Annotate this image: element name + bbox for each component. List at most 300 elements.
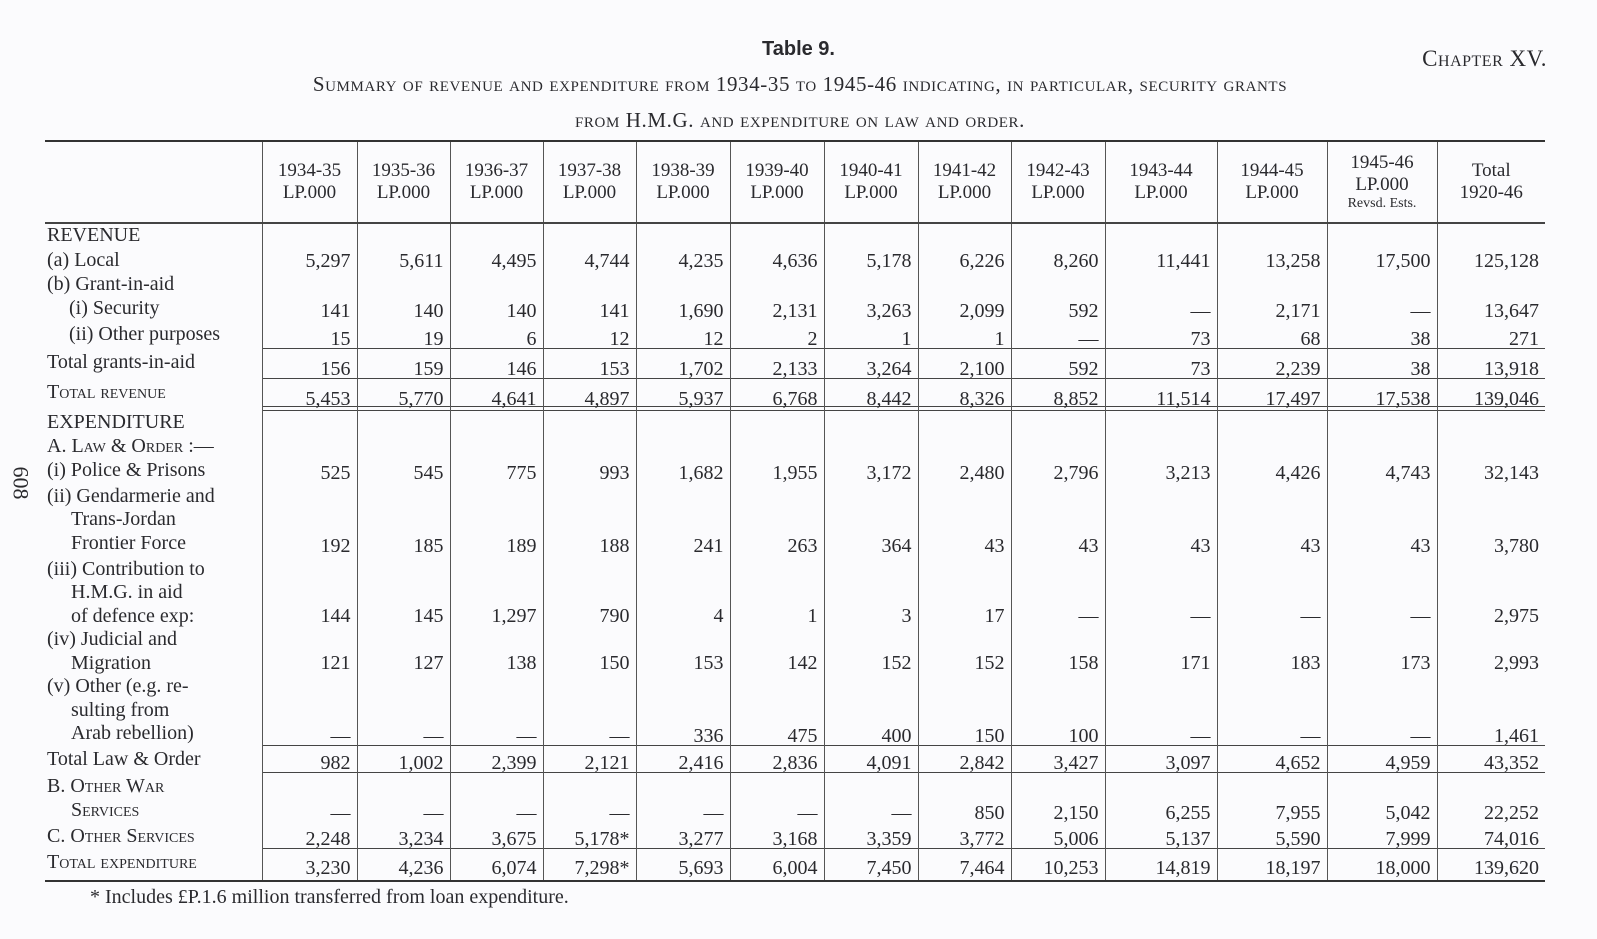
column-header <box>824 141 918 223</box>
table-cell: — <box>1105 675 1217 748</box>
table-cell <box>262 273 357 297</box>
table-cell: — <box>262 675 357 748</box>
table-cell: 850 <box>918 775 1011 825</box>
row-label: EXPENDITURE <box>47 411 185 433</box>
table-cell: 8,260 <box>1011 249 1105 273</box>
table-cell: 364 <box>824 485 918 558</box>
table-cell: 18,000 <box>1327 851 1437 881</box>
row-label: C. Other Services <box>47 825 195 847</box>
table-cell: 150 <box>918 675 1011 748</box>
table-cell: 4,236 <box>357 851 450 881</box>
table-cell: 3,172 <box>824 459 918 485</box>
row-label: REVENUE <box>47 224 141 246</box>
row-label: (iv) Judicial and Migration <box>47 628 177 674</box>
row-label: Total grants-in-aid <box>47 351 195 373</box>
table-cell: 4,897 <box>543 381 636 411</box>
table-cell: — <box>1011 323 1105 351</box>
table-cell: 2,975 <box>1437 558 1545 629</box>
row-label: A. Law & Order :— <box>47 434 214 457</box>
column-header <box>636 141 730 223</box>
table-cell: 1,682 <box>636 459 730 485</box>
table-cell <box>1327 411 1437 435</box>
table-cell: 5,590 <box>1217 825 1327 851</box>
table-cell: 1 <box>918 323 1011 351</box>
column-header-year: 1938-39 <box>651 160 715 181</box>
column-header-note: Revsd. Ests. <box>1347 196 1417 211</box>
table-cell: 3,772 <box>918 825 1011 851</box>
table-cell <box>450 435 543 459</box>
column-header <box>357 141 450 223</box>
table-cell: 5,770 <box>357 381 450 411</box>
table-row <box>45 748 1545 775</box>
table-cell: 3,230 <box>262 851 357 881</box>
table-row <box>45 851 1545 881</box>
column-header-unit: LP.000 <box>282 182 337 203</box>
table-cell: 400 <box>824 675 918 748</box>
column-header-year: 1944-45 <box>1240 160 1304 181</box>
table-row <box>45 435 1545 459</box>
table-cell <box>1217 273 1327 297</box>
column-header <box>730 141 824 223</box>
table-cell <box>357 273 450 297</box>
table-cell <box>357 435 450 459</box>
table-cell: 3,427 <box>1011 748 1105 775</box>
table-cell: 141 <box>543 297 636 323</box>
table-cell: 790 <box>543 558 636 629</box>
table-cell <box>262 435 357 459</box>
table-cell: 140 <box>450 297 543 323</box>
table-cell: 1,702 <box>636 351 730 381</box>
table-cell: 138 <box>450 628 543 675</box>
table-cell: 1 <box>824 323 918 351</box>
column-header-year: 1940-41 <box>839 160 903 181</box>
table-cell: 17,500 <box>1327 249 1437 273</box>
column-header <box>918 141 1011 223</box>
column-header-unit: LP.000 <box>376 182 431 203</box>
table-cell: 18,197 <box>1217 851 1327 881</box>
row-label: (i) Security <box>69 297 160 319</box>
table-cell: 13,258 <box>1217 249 1327 273</box>
table-cell <box>1437 435 1545 459</box>
table-cell: 152 <box>824 628 918 675</box>
table-cell: 145 <box>357 558 450 629</box>
table-cell: 2,133 <box>730 351 824 381</box>
table-cell: 5,006 <box>1011 825 1105 851</box>
table-cell: — <box>1327 297 1437 323</box>
table-cell: 13,918 <box>1437 351 1545 381</box>
table-cell: — <box>1105 558 1217 629</box>
table-row <box>45 675 1545 748</box>
table-cell: 183 <box>1217 628 1327 675</box>
column-header-year: 1934-35 <box>277 160 342 181</box>
table-cell: — <box>543 675 636 748</box>
column-header-unit: LP.000 <box>656 182 710 203</box>
table-cell: 3,264 <box>824 351 918 381</box>
table-subtitle <box>60 66 1540 138</box>
table-cell: 6,255 <box>1105 775 1217 825</box>
column-header-unit: LP.000 <box>750 182 804 203</box>
table-row <box>45 825 1545 851</box>
row-label: B. Other War Services <box>47 775 165 821</box>
table-cell: 185 <box>357 485 450 558</box>
table-cell: 152 <box>918 628 1011 675</box>
table-cell: 8,326 <box>918 381 1011 411</box>
table-cell: 7,464 <box>918 851 1011 881</box>
table-cell: 5,137 <box>1105 825 1217 851</box>
table-cell: 241 <box>636 485 730 558</box>
table-cell: 271 <box>1437 323 1545 351</box>
table-cell: 2,836 <box>730 748 824 775</box>
row-label: (b) Grant-in-aid <box>47 273 175 295</box>
table-row <box>45 323 1545 351</box>
table-cell: — <box>1217 558 1327 629</box>
table-cell: 4,636 <box>730 249 824 273</box>
table-cell: 2,099 <box>918 297 1011 323</box>
table-cell: 43 <box>1327 485 1437 558</box>
table-cell: 1,002 <box>357 748 450 775</box>
table-cell: 4,426 <box>1217 459 1327 485</box>
table-cell: 336 <box>636 675 730 748</box>
column-header-unit: LP.000 <box>469 182 524 203</box>
column-header-year: 1945-46 <box>1350 152 1414 173</box>
table-cell <box>824 411 918 435</box>
table-cell: 592 <box>1011 297 1105 323</box>
table-cell: — <box>450 675 543 748</box>
table-cell: — <box>450 775 543 825</box>
table-row <box>45 249 1545 273</box>
table-cell: 12 <box>543 323 636 351</box>
table-cell: 15 <box>262 323 357 351</box>
column-header-year: 1942-43 <box>1026 160 1090 181</box>
table-cell <box>1327 273 1437 297</box>
table-cell <box>1437 411 1545 435</box>
table-cell: 6 <box>450 323 543 351</box>
table-cell: 1,690 <box>636 297 730 323</box>
table-cell: 7,450 <box>824 851 918 881</box>
table-cell: 1,461 <box>1437 675 1545 748</box>
table-cell: 38 <box>1327 323 1437 351</box>
table-cell: 1,955 <box>730 459 824 485</box>
table-cell: 142 <box>730 628 824 675</box>
table-cell: 2,121 <box>543 748 636 775</box>
table-cell: 43 <box>918 485 1011 558</box>
table-cell: — <box>1327 675 1437 748</box>
table-cell: 2,239 <box>1217 351 1327 381</box>
table-cell <box>1437 223 1545 249</box>
table-cell: 17 <box>918 558 1011 629</box>
table-cell: 74,016 <box>1437 825 1545 851</box>
table-cell: 5,611 <box>357 249 450 273</box>
table-row <box>45 459 1545 485</box>
table-cell <box>730 435 824 459</box>
table-cell: 5,297 <box>262 249 357 273</box>
table-cell: 121 <box>262 628 357 675</box>
table-cell: 263 <box>730 485 824 558</box>
table-cell <box>1217 411 1327 435</box>
table-cell <box>1327 223 1437 249</box>
table-cell: — <box>636 775 730 825</box>
table-cell: 6,226 <box>918 249 1011 273</box>
column-header-year: Total <box>1471 160 1511 181</box>
table-row <box>45 558 1545 629</box>
subtitle-line-1: Summary of revenue and expenditure from 1934-35 to 1945-46 indicating, in particular, security grants <box>312 72 1288 96</box>
table-cell: 188 <box>543 485 636 558</box>
table-cell <box>1327 435 1437 459</box>
table-cell: 189 <box>450 485 543 558</box>
table-cell: — <box>262 775 357 825</box>
table-cell: 73 <box>1105 351 1217 381</box>
table-cell: 173 <box>1327 628 1437 675</box>
table-cell: — <box>730 775 824 825</box>
table-cell: 3,213 <box>1105 459 1217 485</box>
table-cell: 159 <box>357 351 450 381</box>
table-cell: 144 <box>262 558 357 629</box>
table-cell: 158 <box>1011 628 1105 675</box>
table-cell: 73 <box>1105 323 1217 351</box>
table-cell: 2,399 <box>450 748 543 775</box>
chapter-label: Chapter XV. <box>1422 46 1547 71</box>
table-row <box>45 273 1545 297</box>
table-cell: 993 <box>543 459 636 485</box>
table-cell <box>543 411 636 435</box>
table-cell: 3,097 <box>1105 748 1217 775</box>
table-cell: 4,743 <box>1327 459 1437 485</box>
footnote: * Includes £P.1.6 million transferred from loan expenditure. <box>90 886 569 908</box>
row-label: (ii) Gendarmerie and Trans-Jordan Frontier Force <box>47 484 215 554</box>
table-cell: 2,796 <box>1011 459 1105 485</box>
table-cell: 3,277 <box>636 825 730 851</box>
table-cell: 2,248 <box>262 825 357 851</box>
table-cell: 68 <box>1217 323 1327 351</box>
column-header-year: 1941-42 <box>932 160 997 181</box>
table-cell <box>636 273 730 297</box>
table-cell <box>357 411 450 435</box>
table-cell: 2,480 <box>918 459 1011 485</box>
table-cell <box>543 273 636 297</box>
table-cell: 6,768 <box>730 381 824 411</box>
table-cell: 3,263 <box>824 297 918 323</box>
table-cell: 525 <box>262 459 357 485</box>
table-cell: 2,416 <box>636 748 730 775</box>
table-cell: 3,675 <box>450 825 543 851</box>
table-cell: — <box>1011 558 1105 629</box>
table-cell <box>918 223 1011 249</box>
table-cell: 7,999 <box>1327 825 1437 851</box>
table-cell: 8,852 <box>1011 381 1105 411</box>
column-header-year: 1943-44 <box>1129 160 1193 181</box>
column-header <box>1217 141 1327 223</box>
table-cell: 140 <box>357 297 450 323</box>
table-cell: — <box>357 675 450 748</box>
table-cell: 4,641 <box>450 381 543 411</box>
table-cell: 7,298* <box>543 851 636 881</box>
column-header-unit: LP.000 <box>1031 182 1085 203</box>
table-cell <box>1437 273 1545 297</box>
table-cell <box>1105 411 1217 435</box>
table-row <box>45 351 1545 381</box>
table-cell <box>918 411 1011 435</box>
table-cell: 8,442 <box>824 381 918 411</box>
table-cell <box>730 223 824 249</box>
table-cell: 17,538 <box>1327 381 1437 411</box>
table-cell: 43 <box>1011 485 1105 558</box>
table-cell: 171 <box>1105 628 1217 675</box>
column-header-unit: 1920-46 <box>1459 182 1523 203</box>
table-row <box>45 485 1545 558</box>
table-cell: 2,150 <box>1011 775 1105 825</box>
table-cell: 7,955 <box>1217 775 1327 825</box>
row-label: Total expenditure <box>45 851 262 881</box>
table-cell <box>357 223 450 249</box>
column-header-unit: LP.000 <box>1355 174 1409 195</box>
table-cell <box>636 435 730 459</box>
table-cell: 11,514 <box>1105 381 1217 411</box>
table-cell: — <box>1327 558 1437 629</box>
table-cell: 127 <box>357 628 450 675</box>
table-cell <box>1105 273 1217 297</box>
table-cell: 775 <box>450 459 543 485</box>
table-cell: 12 <box>636 323 730 351</box>
table-cell: — <box>543 775 636 825</box>
table-cell: 2 <box>730 323 824 351</box>
table-cell <box>824 273 918 297</box>
table-row <box>45 297 1545 323</box>
table-cell: 43 <box>1217 485 1327 558</box>
table-cell: 2,100 <box>918 351 1011 381</box>
table-cell: 146 <box>450 351 543 381</box>
table-cell: 43,352 <box>1437 748 1545 775</box>
table-cell: 4,235 <box>636 249 730 273</box>
table-cell: 150 <box>543 628 636 675</box>
table-row <box>45 775 1545 825</box>
table-cell: 192 <box>262 485 357 558</box>
table-cell: 2,842 <box>918 748 1011 775</box>
header-blank <box>45 141 262 223</box>
table-cell: 38 <box>1327 351 1437 381</box>
column-header-year: 1936-37 <box>464 160 529 181</box>
table-cell: 100 <box>1011 675 1105 748</box>
table-cell <box>450 273 543 297</box>
table-cell: 2,171 <box>1217 297 1327 323</box>
column-header-year: 1939-40 <box>745 160 809 181</box>
table-cell: 11,441 <box>1105 249 1217 273</box>
table-cell: 153 <box>636 628 730 675</box>
table-cell: 3,168 <box>730 825 824 851</box>
table-cell <box>636 223 730 249</box>
table-cell <box>262 223 357 249</box>
table-cell: 5,937 <box>636 381 730 411</box>
table-cell: — <box>1105 297 1217 323</box>
table-cell: 5,453 <box>262 381 357 411</box>
table-cell: 156 <box>262 351 357 381</box>
table-row <box>45 381 1545 411</box>
table-cell <box>1011 411 1105 435</box>
table-cell: 6,074 <box>450 851 543 881</box>
column-header <box>1327 141 1437 223</box>
table-cell: 4,091 <box>824 748 918 775</box>
table-cell: 32,143 <box>1437 459 1545 485</box>
table-number: Table 9. <box>762 38 835 60</box>
table-cell <box>1217 223 1327 249</box>
table-cell <box>918 435 1011 459</box>
row-label: (a) Local <box>47 249 120 271</box>
row-label: Total revenue <box>47 381 166 403</box>
table-cell: 43 <box>1105 485 1217 558</box>
column-header-unit: LP.000 <box>1245 182 1299 203</box>
table-cell <box>1105 435 1217 459</box>
table-cell <box>450 223 543 249</box>
table-cell: 475 <box>730 675 824 748</box>
column-header <box>1105 141 1217 223</box>
column-header <box>450 141 543 223</box>
table-cell: — <box>357 775 450 825</box>
column-header <box>262 141 357 223</box>
table-cell <box>1217 435 1327 459</box>
table-cell <box>543 435 636 459</box>
table-cell: 2,131 <box>730 297 824 323</box>
table-cell: 1,297 <box>450 558 543 629</box>
table-cell: 3,359 <box>824 825 918 851</box>
table-cell: 22,252 <box>1437 775 1545 825</box>
table-cell: 2,993 <box>1437 628 1545 675</box>
table-cell: 5,178* <box>543 825 636 851</box>
table-cell: 5,178 <box>824 249 918 273</box>
table-row <box>45 223 1545 249</box>
page-number: 608 <box>8 466 34 500</box>
table-cell <box>1011 223 1105 249</box>
table-cell: 5,693 <box>636 851 730 881</box>
column-header-year: 1935-36 <box>371 160 436 181</box>
column-header-unit: LP.000 <box>844 182 898 203</box>
table-cell: 545 <box>357 459 450 485</box>
row-label: (ii) Other purposes <box>69 323 221 345</box>
table-cell <box>1011 435 1105 459</box>
table-cell: 4,652 <box>1217 748 1327 775</box>
table-cell: 141 <box>262 297 357 323</box>
table-cell <box>824 223 918 249</box>
table-row <box>45 411 1545 435</box>
table-cell: 17,497 <box>1217 381 1327 411</box>
row-label: (v) Other (e.g. re- sulting from Arab rebellion) <box>47 675 194 744</box>
table-cell: 3,780 <box>1437 485 1545 558</box>
table-cell: 4 <box>636 558 730 629</box>
table-row <box>45 628 1545 675</box>
table-cell: 14,819 <box>1105 851 1217 881</box>
table-cell: 153 <box>543 351 636 381</box>
row-label: (i) Police & Prisons <box>47 458 206 481</box>
table-cell: — <box>824 775 918 825</box>
subtitle-line-2: from H.M.G. and expenditure on law and order. <box>574 108 1026 132</box>
table-cell <box>730 273 824 297</box>
table-cell: 6,004 <box>730 851 824 881</box>
table-cell <box>1105 223 1217 249</box>
table-cell <box>730 411 824 435</box>
column-header-unit: LP.000 <box>937 182 992 203</box>
table-cell: 13,647 <box>1437 297 1545 323</box>
table-cell: — <box>1217 675 1327 748</box>
table-cell: 139,620 <box>1437 851 1545 881</box>
table-cell: 1 <box>730 558 824 629</box>
table-cell: 3 <box>824 558 918 629</box>
column-header-unit: LP.000 <box>1134 182 1188 203</box>
revenue-expenditure-table <box>45 140 1545 882</box>
table-cell: 592 <box>1011 351 1105 381</box>
column-header-year: 1937-38 <box>557 160 622 181</box>
column-header <box>543 141 636 223</box>
table-cell: 19 <box>357 323 450 351</box>
table-cell: 10,253 <box>1011 851 1105 881</box>
table-cell <box>636 411 730 435</box>
